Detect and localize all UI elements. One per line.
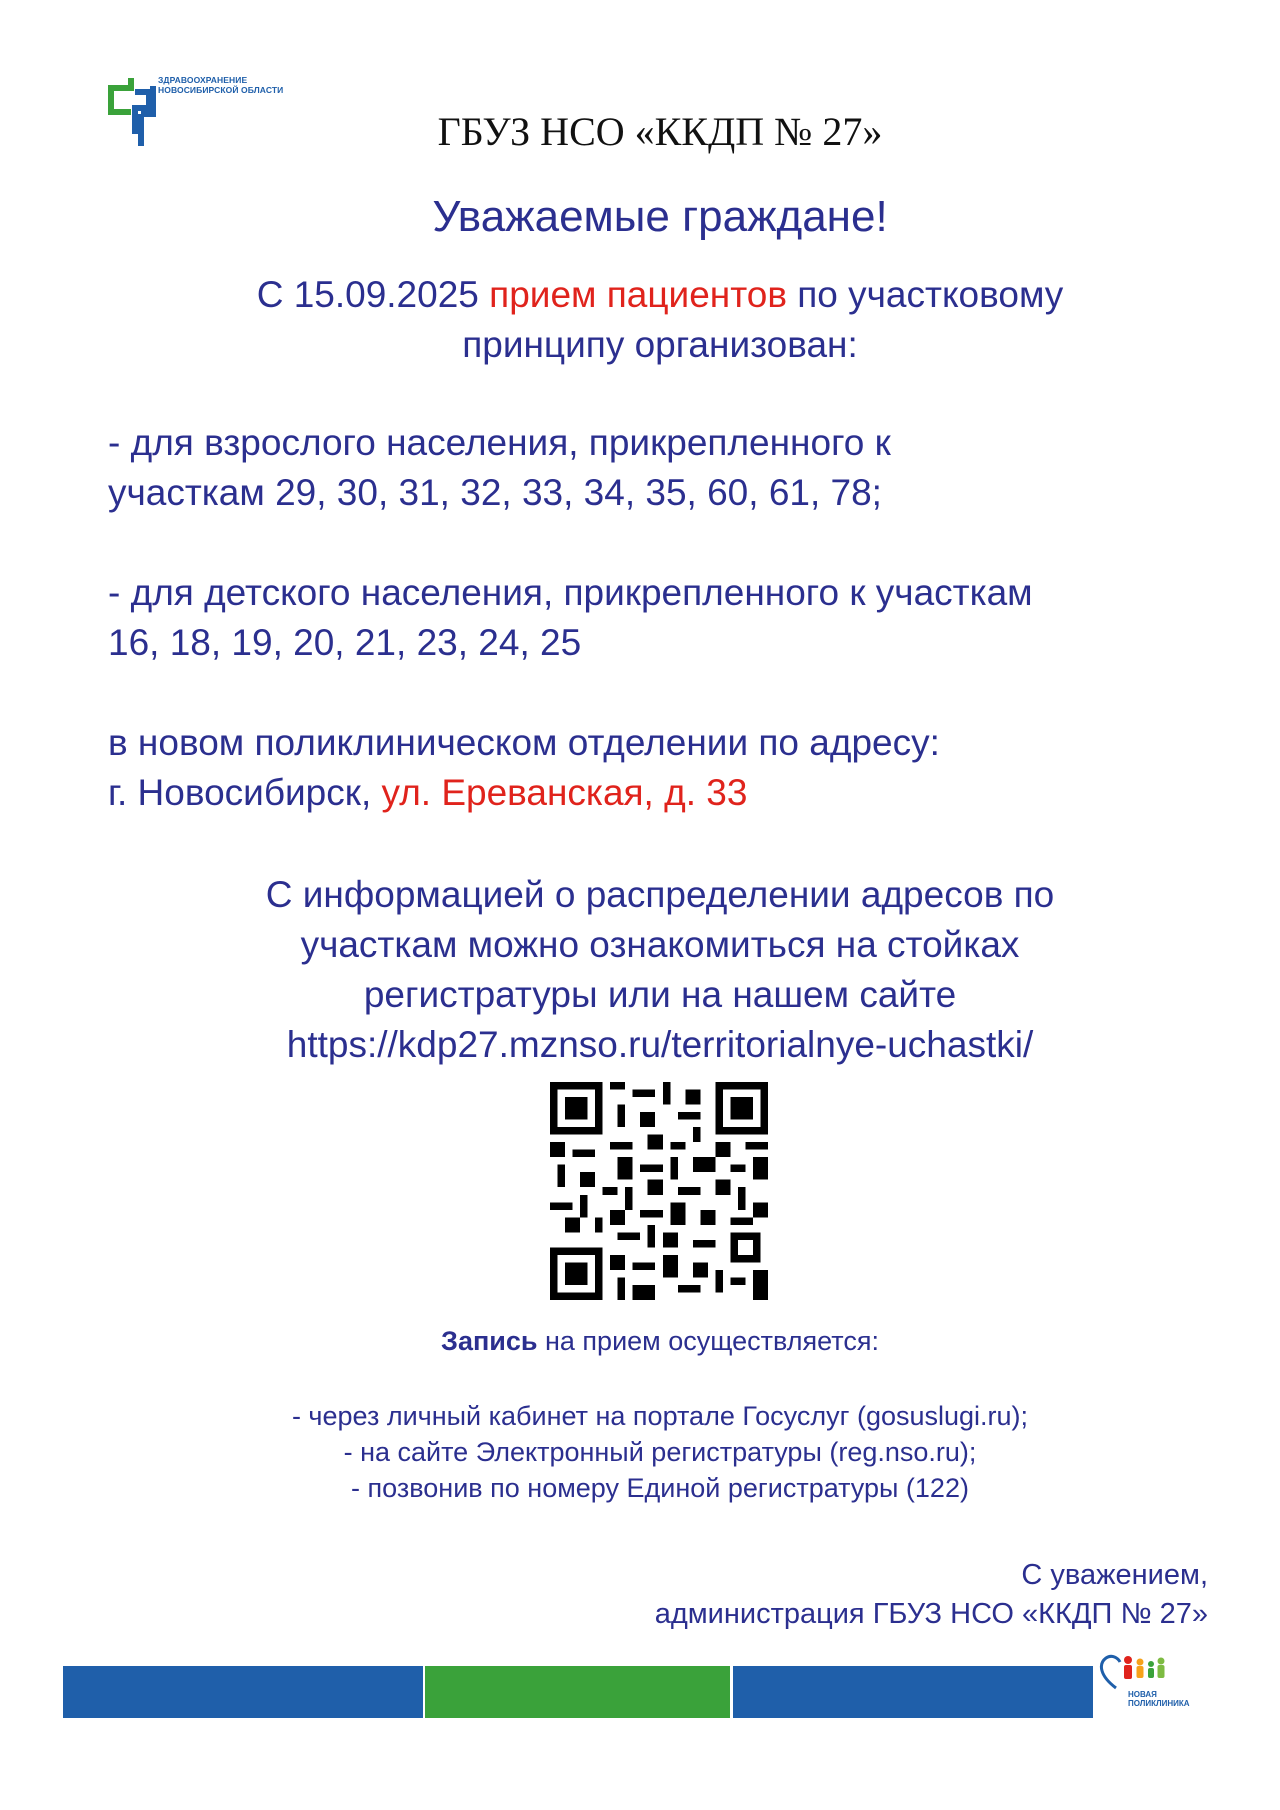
appointment-list	[0, 1398, 1280, 1506]
street-address: ул. Ереванская, д. 33	[381, 772, 748, 813]
list-item: - позвонив по номеру Единой регистратуры (122)	[351, 1473, 969, 1503]
footer-bar-green	[425, 1666, 730, 1718]
footer-bar-blue	[63, 1666, 423, 1718]
adult-population-block: - для взрослого населения, прикрепленного к участкам 29, 30, 31, 32, 33, 34, 35, 60, 61, 78;	[108, 422, 891, 513]
site-url-link[interactable]: https://kdp27.mznso.ru/territorialnye-uchastki/	[286, 1024, 1034, 1065]
qr-code-icon[interactable]	[550, 1082, 768, 1300]
info-block: С информацией о распределении адресов по участкам можно ознакомиться на стойках регистратуры или на нашем сайте https://kdp27.mznso.ru/territorialnye-uchastki/	[0, 870, 1280, 1070]
child-population-block: - для детского населения, прикрепленного к участкам 16, 18, 19, 20, 21, 23, 24, 25	[108, 572, 1033, 663]
appointment-heading: Запись на прием осуществляется:	[441, 1326, 879, 1356]
highlight-text: прием пациентов	[489, 274, 787, 315]
list-item: - через личный кабинет на портале Госуслуг (gosuslugi.ru);	[291, 1401, 1029, 1431]
footer-bar-blue-right	[733, 1666, 1093, 1718]
family-heart-icon	[1098, 1650, 1188, 1694]
greeting-heading: Уважаемые граждане!	[432, 192, 888, 241]
list-item: - на сайте Электронный регистратуры (reg.nso.ru);	[343, 1437, 977, 1467]
new-polyclinic-label: НОВАЯ ПОЛИКЛИНИКА	[1128, 1690, 1190, 1708]
address-block: в новом поликлиническом отделении по адресу: г. Новосибирск, ул. Ереванская, д. 33	[108, 722, 940, 813]
signature: С уважением, администрация ГБУЗ НСО «ККДП № 27»	[654, 1559, 1208, 1630]
organization-title: ГБУЗ НСО «ККДП № 27»	[437, 109, 883, 154]
logo-text: ЗДРАВООХРАНЕНИЕ НОВОСИБИРСКОЙ ОБЛАСТИ	[158, 75, 284, 95]
intro-text: С 15.09.2025 прием пациентов по участковому принципу организован:	[256, 274, 1064, 365]
